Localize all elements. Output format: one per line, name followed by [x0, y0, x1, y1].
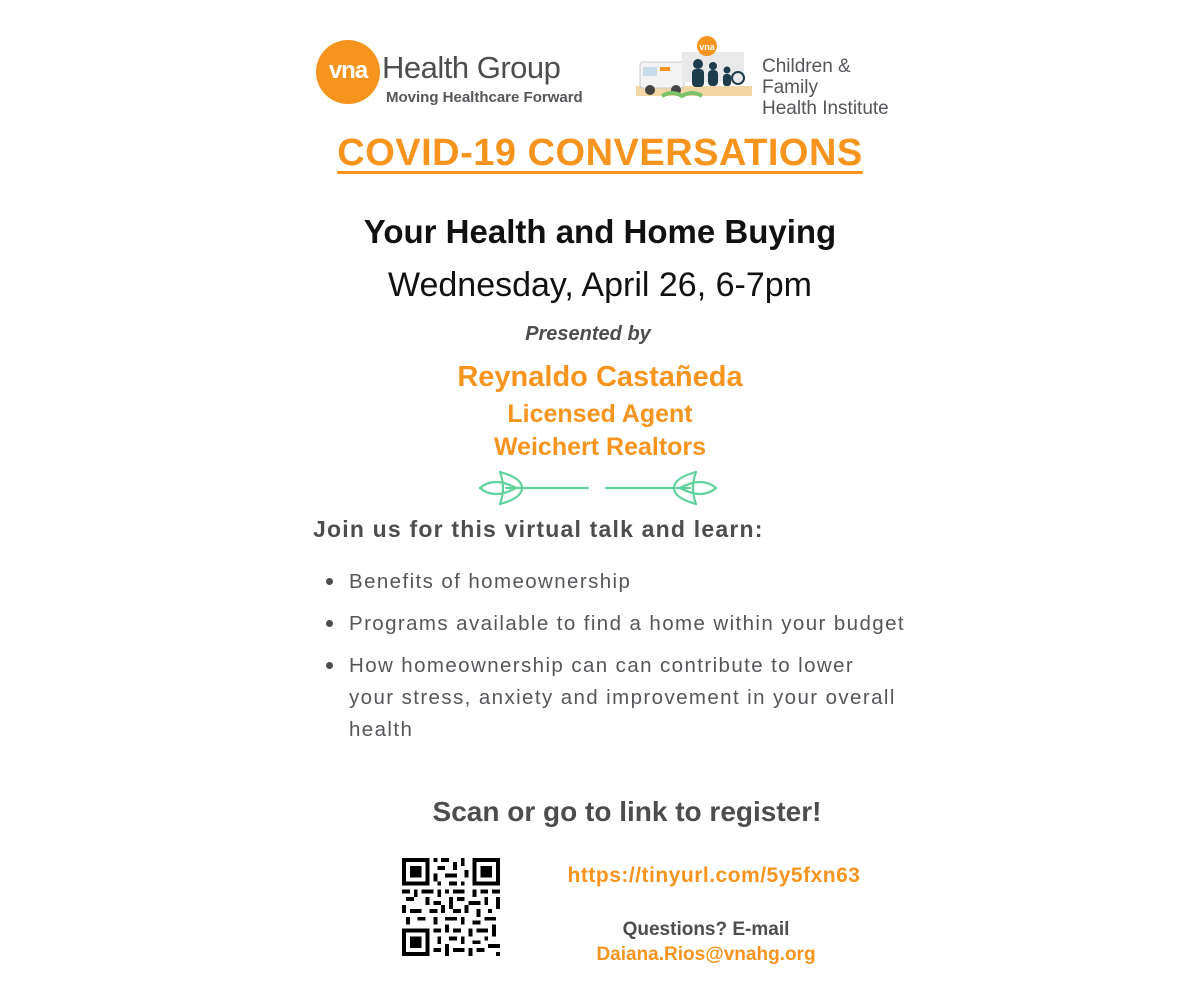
vna-logo-tagline: Moving Healthcare Forward [386, 89, 583, 106]
qr-code-icon[interactable] [402, 858, 500, 956]
svg-text:vna: vna [699, 42, 715, 52]
cfhi-line-1: Children & Family [762, 56, 851, 98]
cfhi-logo [634, 34, 909, 119]
cfhi-logo-text [762, 56, 909, 119]
register-link[interactable]: https://tinyurl.com/5y5fxn63 [567, 864, 861, 887]
presenter-name: Reynaldo Castañeda [457, 361, 743, 393]
register-cta: Scan or go to link to register! [432, 796, 822, 827]
intro-text: Join us for this virtual talk and learn: [313, 516, 764, 542]
event-subtitle: Your Health and Home Buying [363, 213, 837, 250]
presented-by-label: Presented by [525, 323, 651, 345]
presenter-role: Licensed Agent [507, 400, 693, 428]
vna-logo-mark: vna [316, 40, 380, 104]
contact-email-link[interactable]: Daiana.Rios@vnahg.org [596, 944, 816, 965]
bullet-icon [326, 578, 333, 585]
bullet-icon [326, 620, 333, 627]
topics-list [326, 566, 906, 756]
family-van-icon [634, 34, 754, 106]
list-item: How homeownership can can contribute to lower your stress, anxiety and improvement in your overall health [326, 650, 906, 746]
list-item: Benefits of homeownership [326, 566, 906, 598]
list-item: Programs available to find a home within your budget [326, 608, 906, 640]
vna-logo-name: Health Group [382, 50, 561, 85]
questions-label: Questions? E-mail [622, 919, 790, 940]
event-date: Wednesday, April 26, 6-7pm [388, 266, 812, 304]
bullet-icon [326, 662, 333, 669]
cfhi-line-2: Health Institute [762, 98, 889, 119]
presenter-company: Weichert Realtors [493, 433, 707, 461]
leaf-divider-icon [476, 468, 720, 508]
page-title: COVID-19 CONVERSATIONS [337, 132, 863, 174]
vna-health-group-logo [316, 38, 596, 110]
